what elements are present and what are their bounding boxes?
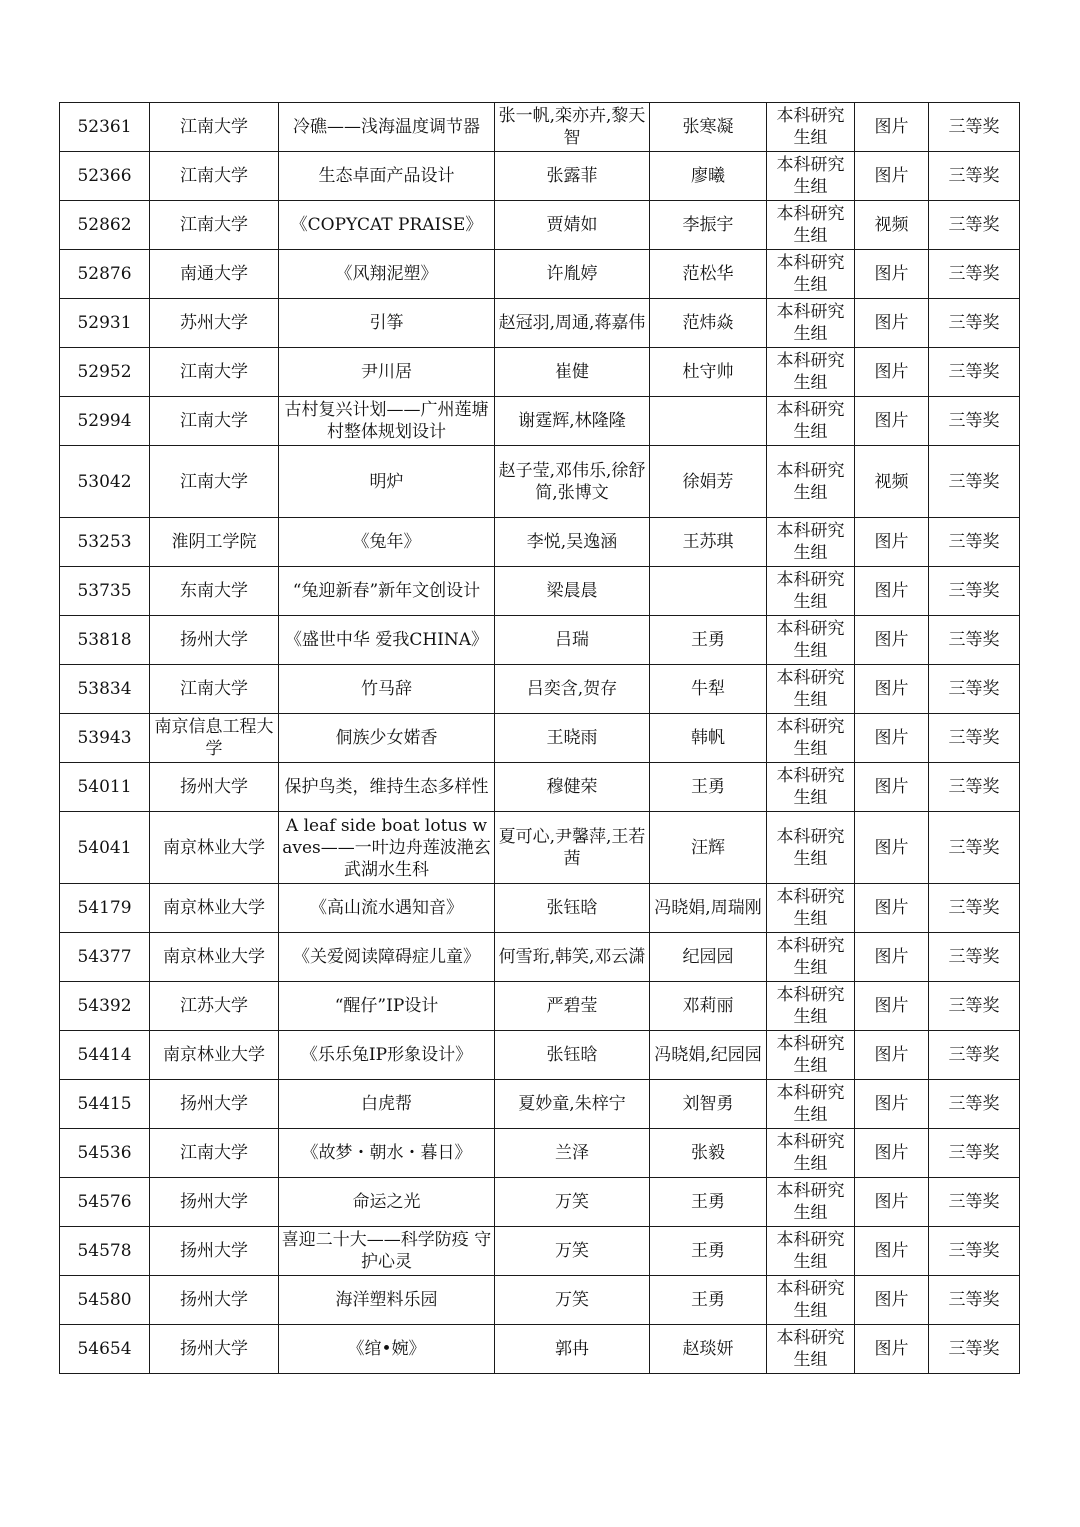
school-cell: 江南大学 <box>150 397 279 446</box>
table-row <box>60 446 1020 518</box>
authors-cell: 穆健荣 <box>495 763 650 812</box>
table-row <box>60 763 1020 812</box>
authors-cell: 梁晨晨 <box>495 567 650 616</box>
award-cell: 三等奖 <box>929 665 1020 714</box>
school-cell: 扬州大学 <box>150 1178 279 1227</box>
school-cell: 扬州大学 <box>150 616 279 665</box>
group-cell: 本科研究生组 <box>767 446 855 518</box>
entry-id-cell: 52366 <box>60 152 150 201</box>
group-cell: 本科研究生组 <box>767 812 855 884</box>
advisor-cell: 范炜焱 <box>650 299 767 348</box>
authors-cell: 万笑 <box>495 1227 650 1276</box>
table-row <box>60 152 1020 201</box>
award-cell: 三等奖 <box>929 152 1020 201</box>
table-row <box>60 1031 1020 1080</box>
authors-cell: 李悦,吴逸涵 <box>495 518 650 567</box>
table-row <box>60 518 1020 567</box>
authors-cell: 万笑 <box>495 1178 650 1227</box>
advisor-cell: 刘智勇 <box>650 1080 767 1129</box>
award-list-table <box>59 102 1020 1374</box>
work-title-cell: 《COPYCAT PRAISE》 <box>279 201 495 250</box>
advisor-cell: 张寒凝 <box>650 103 767 152</box>
work-type-cell: 视频 <box>855 201 929 250</box>
work-title-cell: 生态卓面产品设计 <box>279 152 495 201</box>
entry-id-cell: 52994 <box>60 397 150 446</box>
work-title-cell: 尹川居 <box>279 348 495 397</box>
entry-id-cell: 54576 <box>60 1178 150 1227</box>
authors-cell: 张露菲 <box>495 152 650 201</box>
entry-id-cell: 52876 <box>60 250 150 299</box>
advisor-cell: 徐娟芳 <box>650 446 767 518</box>
work-title-cell: A leaf side boat lotus waves——一叶边舟莲波滟玄武湖水生科 <box>279 812 495 884</box>
award-cell: 三等奖 <box>929 250 1020 299</box>
work-type-cell: 视频 <box>855 446 929 518</box>
group-cell: 本科研究生组 <box>767 1227 855 1276</box>
entry-id-cell: 52931 <box>60 299 150 348</box>
school-cell: 扬州大学 <box>150 1325 279 1374</box>
school-cell: 扬州大学 <box>150 1227 279 1276</box>
group-cell: 本科研究生组 <box>767 348 855 397</box>
school-cell: 江南大学 <box>150 348 279 397</box>
school-cell: 江南大学 <box>150 1129 279 1178</box>
school-cell: 南京信息工程大学 <box>150 714 279 763</box>
entry-id-cell: 54041 <box>60 812 150 884</box>
entry-id-cell: 53735 <box>60 567 150 616</box>
work-title-cell: 竹马辞 <box>279 665 495 714</box>
work-title-cell: 古村复兴计划——广州莲塘村整体规划设计 <box>279 397 495 446</box>
authors-cell: 吕奕含,贺存 <box>495 665 650 714</box>
authors-cell: 夏可心,尹馨萍,王若茜 <box>495 812 650 884</box>
award-cell: 三等奖 <box>929 616 1020 665</box>
work-type-cell: 图片 <box>855 1080 929 1129</box>
authors-cell: 吕瑞 <box>495 616 650 665</box>
authors-cell: 夏妙童,朱梓宁 <box>495 1080 650 1129</box>
award-cell: 三等奖 <box>929 884 1020 933</box>
group-cell: 本科研究生组 <box>767 518 855 567</box>
work-type-cell: 图片 <box>855 1276 929 1325</box>
school-cell: 淮阴工学院 <box>150 518 279 567</box>
table-row <box>60 1178 1020 1227</box>
work-type-cell: 图片 <box>855 616 929 665</box>
school-cell: 江苏大学 <box>150 982 279 1031</box>
entry-id-cell: 54011 <box>60 763 150 812</box>
award-cell: 三等奖 <box>929 446 1020 518</box>
entry-id-cell: 53834 <box>60 665 150 714</box>
school-cell: 扬州大学 <box>150 1080 279 1129</box>
work-title-cell: 白虎帮 <box>279 1080 495 1129</box>
advisor-cell: 冯晓娟,周瑞刚 <box>650 884 767 933</box>
award-cell: 三等奖 <box>929 1276 1020 1325</box>
award-cell: 三等奖 <box>929 1325 1020 1374</box>
advisor-cell: 李振宇 <box>650 201 767 250</box>
work-title-cell: “兔迎新春”新年文创设计 <box>279 567 495 616</box>
advisor-cell: 王勇 <box>650 763 767 812</box>
school-cell: 江南大学 <box>150 103 279 152</box>
work-type-cell: 图片 <box>855 1178 929 1227</box>
school-cell: 南通大学 <box>150 250 279 299</box>
authors-cell: 郭冉 <box>495 1325 650 1374</box>
work-type-cell: 图片 <box>855 1227 929 1276</box>
table-row <box>60 884 1020 933</box>
advisor-cell: 王勇 <box>650 1227 767 1276</box>
work-type-cell: 图片 <box>855 1031 929 1080</box>
work-type-cell: 图片 <box>855 812 929 884</box>
authors-cell: 许胤婷 <box>495 250 650 299</box>
school-cell: 江南大学 <box>150 446 279 518</box>
award-cell: 三等奖 <box>929 567 1020 616</box>
advisor-cell: 王苏琪 <box>650 518 767 567</box>
group-cell: 本科研究生组 <box>767 567 855 616</box>
entry-id-cell: 54578 <box>60 1227 150 1276</box>
school-cell: 扬州大学 <box>150 1276 279 1325</box>
advisor-cell: 冯晓娟,纪园园 <box>650 1031 767 1080</box>
authors-cell: 谢霆辉,林隆隆 <box>495 397 650 446</box>
advisor-cell: 牛犁 <box>650 665 767 714</box>
advisor-cell: 汪辉 <box>650 812 767 884</box>
work-type-cell: 图片 <box>855 1129 929 1178</box>
entry-id-cell: 54415 <box>60 1080 150 1129</box>
award-cell: 三等奖 <box>929 1031 1020 1080</box>
award-cell: 三等奖 <box>929 518 1020 567</box>
work-type-cell: 图片 <box>855 665 929 714</box>
school-cell: 扬州大学 <box>150 763 279 812</box>
work-title-cell: 《故梦・朝水・暮日》 <box>279 1129 495 1178</box>
work-type-cell: 图片 <box>855 1325 929 1374</box>
group-cell: 本科研究生组 <box>767 1178 855 1227</box>
work-title-cell: 海洋塑料乐园 <box>279 1276 495 1325</box>
group-cell: 本科研究生组 <box>767 982 855 1031</box>
work-type-cell: 图片 <box>855 299 929 348</box>
authors-cell: 王晓雨 <box>495 714 650 763</box>
work-title-cell: 引筝 <box>279 299 495 348</box>
advisor-cell: 范松华 <box>650 250 767 299</box>
advisor-cell: 杜守帅 <box>650 348 767 397</box>
table-row <box>60 1080 1020 1129</box>
work-type-cell: 图片 <box>855 763 929 812</box>
table-row <box>60 933 1020 982</box>
work-type-cell: 图片 <box>855 103 929 152</box>
work-title-cell: 《高山流水遇知音》 <box>279 884 495 933</box>
group-cell: 本科研究生组 <box>767 616 855 665</box>
work-type-cell: 图片 <box>855 152 929 201</box>
advisor-cell <box>650 567 767 616</box>
table-row <box>60 299 1020 348</box>
school-cell: 南京林业大学 <box>150 1031 279 1080</box>
entry-id-cell: 54654 <box>60 1325 150 1374</box>
work-type-cell: 图片 <box>855 518 929 567</box>
entry-id-cell: 54392 <box>60 982 150 1031</box>
authors-cell: 赵冠羽,周通,蒋嘉伟 <box>495 299 650 348</box>
work-title-cell: 《风翔泥塑》 <box>279 250 495 299</box>
group-cell: 本科研究生组 <box>767 1325 855 1374</box>
award-cell: 三等奖 <box>929 201 1020 250</box>
table-row <box>60 1129 1020 1178</box>
table-row <box>60 1325 1020 1374</box>
group-cell: 本科研究生组 <box>767 1129 855 1178</box>
group-cell: 本科研究生组 <box>767 152 855 201</box>
school-cell: 江南大学 <box>150 665 279 714</box>
table-row <box>60 982 1020 1031</box>
work-title-cell: 明炉 <box>279 446 495 518</box>
award-cell: 三等奖 <box>929 397 1020 446</box>
award-cell: 三等奖 <box>929 763 1020 812</box>
work-type-cell: 图片 <box>855 397 929 446</box>
advisor-cell: 邓莉丽 <box>650 982 767 1031</box>
entry-id-cell: 54536 <box>60 1129 150 1178</box>
table-row <box>60 250 1020 299</box>
school-cell: 南京林业大学 <box>150 812 279 884</box>
work-title-cell: “醒仔”IP设计 <box>279 982 495 1031</box>
work-title-cell: 冷礁——浅海温度调节器 <box>279 103 495 152</box>
work-title-cell: 《绾•婉》 <box>279 1325 495 1374</box>
award-cell: 三等奖 <box>929 933 1020 982</box>
table-row <box>60 397 1020 446</box>
advisor-cell: 廖曦 <box>650 152 767 201</box>
award-cell: 三等奖 <box>929 714 1020 763</box>
authors-cell: 严碧莹 <box>495 982 650 1031</box>
work-type-cell: 图片 <box>855 250 929 299</box>
authors-cell: 何雪珩,韩笑,邓云潇 <box>495 933 650 982</box>
group-cell: 本科研究生组 <box>767 1276 855 1325</box>
work-title-cell: 《盛世中华 爱我CHINA》 <box>279 616 495 665</box>
award-cell: 三等奖 <box>929 103 1020 152</box>
work-title-cell: 《乐乐兔IP形象设计》 <box>279 1031 495 1080</box>
work-title-cell: 侗族少女婼香 <box>279 714 495 763</box>
work-title-cell: 《兔年》 <box>279 518 495 567</box>
group-cell: 本科研究生组 <box>767 103 855 152</box>
work-type-cell: 图片 <box>855 982 929 1031</box>
authors-cell: 兰泽 <box>495 1129 650 1178</box>
table-row <box>60 616 1020 665</box>
award-cell: 三等奖 <box>929 812 1020 884</box>
advisor-cell: 王勇 <box>650 1178 767 1227</box>
award-cell: 三等奖 <box>929 1178 1020 1227</box>
group-cell: 本科研究生组 <box>767 201 855 250</box>
group-cell: 本科研究生组 <box>767 665 855 714</box>
work-title-cell: 命运之光 <box>279 1178 495 1227</box>
table-row <box>60 812 1020 884</box>
school-cell: 南京林业大学 <box>150 884 279 933</box>
entry-id-cell: 54580 <box>60 1276 150 1325</box>
work-type-cell: 图片 <box>855 884 929 933</box>
table-row <box>60 103 1020 152</box>
award-cell: 三等奖 <box>929 348 1020 397</box>
table-row <box>60 665 1020 714</box>
authors-cell: 张钰晗 <box>495 884 650 933</box>
award-cell: 三等奖 <box>929 1129 1020 1178</box>
award-cell: 三等奖 <box>929 1080 1020 1129</box>
award-cell: 三等奖 <box>929 1227 1020 1276</box>
group-cell: 本科研究生组 <box>767 763 855 812</box>
group-cell: 本科研究生组 <box>767 1080 855 1129</box>
work-type-cell: 图片 <box>855 567 929 616</box>
advisor-cell <box>650 397 767 446</box>
advisor-cell: 王勇 <box>650 616 767 665</box>
entry-id-cell: 52952 <box>60 348 150 397</box>
entry-id-cell: 52862 <box>60 201 150 250</box>
advisor-cell: 纪园园 <box>650 933 767 982</box>
table-row <box>60 567 1020 616</box>
school-cell: 江南大学 <box>150 201 279 250</box>
entry-id-cell: 53253 <box>60 518 150 567</box>
authors-cell: 张一帆,栾亦卉,黎天智 <box>495 103 650 152</box>
work-type-cell: 图片 <box>855 348 929 397</box>
school-cell: 东南大学 <box>150 567 279 616</box>
authors-cell: 万笑 <box>495 1276 650 1325</box>
table-row <box>60 1227 1020 1276</box>
work-title-cell: 喜迎二十大——科学防疫 守护心灵 <box>279 1227 495 1276</box>
entry-id-cell: 53042 <box>60 446 150 518</box>
table-row <box>60 201 1020 250</box>
group-cell: 本科研究生组 <box>767 1031 855 1080</box>
entry-id-cell: 53943 <box>60 714 150 763</box>
school-cell: 江南大学 <box>150 152 279 201</box>
award-cell: 三等奖 <box>929 299 1020 348</box>
group-cell: 本科研究生组 <box>767 397 855 446</box>
advisor-cell: 赵琰妍 <box>650 1325 767 1374</box>
school-cell: 苏州大学 <box>150 299 279 348</box>
school-cell: 南京林业大学 <box>150 933 279 982</box>
entry-id-cell: 52361 <box>60 103 150 152</box>
advisor-cell: 王勇 <box>650 1276 767 1325</box>
advisor-cell: 张毅 <box>650 1129 767 1178</box>
authors-cell: 贾婧如 <box>495 201 650 250</box>
entry-id-cell: 53818 <box>60 616 150 665</box>
work-title-cell: 《关爱阅读障碍症儿童》 <box>279 933 495 982</box>
advisor-cell: 韩帆 <box>650 714 767 763</box>
group-cell: 本科研究生组 <box>767 714 855 763</box>
entry-id-cell: 54377 <box>60 933 150 982</box>
work-type-cell: 图片 <box>855 933 929 982</box>
authors-cell: 赵子莹,邓伟乐,徐舒简,张博文 <box>495 446 650 518</box>
work-type-cell: 图片 <box>855 714 929 763</box>
table-row <box>60 714 1020 763</box>
work-title-cell: 保护鸟类，维持生态多样性 <box>279 763 495 812</box>
entry-id-cell: 54179 <box>60 884 150 933</box>
award-cell: 三等奖 <box>929 982 1020 1031</box>
group-cell: 本科研究生组 <box>767 250 855 299</box>
table-row <box>60 1276 1020 1325</box>
authors-cell: 张钰晗 <box>495 1031 650 1080</box>
group-cell: 本科研究生组 <box>767 933 855 982</box>
authors-cell: 崔健 <box>495 348 650 397</box>
entry-id-cell: 54414 <box>60 1031 150 1080</box>
group-cell: 本科研究生组 <box>767 299 855 348</box>
table-row <box>60 348 1020 397</box>
group-cell: 本科研究生组 <box>767 884 855 933</box>
